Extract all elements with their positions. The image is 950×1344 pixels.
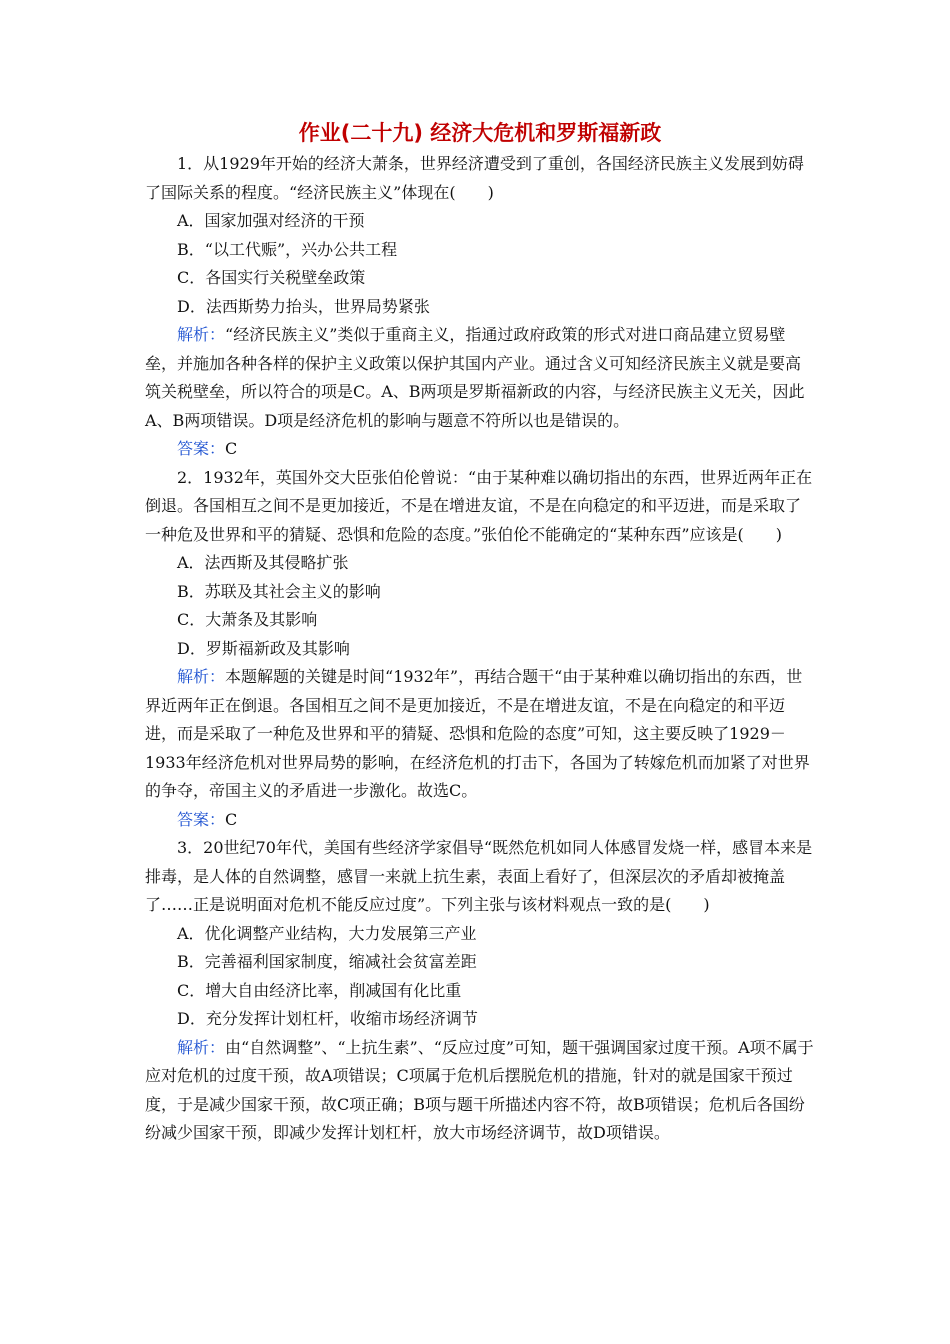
question-stem: 3．20世纪70年代，美国有些经济学家倡导“既然危机如同人体感冒发烧一样，感冒本来是排毒，是人体的自然调整，感冒一来就上抗生素，表面上看好了，但深层次的矛盾却被掩盖了……正是说明面对危机不能反应过度”。下列主张与该材料观点一致的是( ) [145, 838, 813, 914]
option-a: A．优化调整产业结构，大力发展第三产业 [177, 923, 477, 943]
analysis-label: 解析： [177, 667, 226, 686]
option-d: D．充分发挥计划杠杆，收缩市场经济调节 [177, 1009, 478, 1028]
analysis-text: 本题解题的关键是时间“1932年”，再结合题干“由于某种难以确切指出的东西，世界近两年正在倒退。各国相互之间不是更加接近，不是在增进友谊，不是在向稳定的和平迈进，而是采取了一种危及世界和平的猜疑、恐惧和危险的态度”可知，这主要反映了1929－1933年经济危机对世界局势的影响，在经济危机的打击下，各国为了转嫁危机而加紧了对世界的争夺，帝国主义的矛盾进一步激化。故选C。 [145, 667, 810, 800]
answer-label: 答案： [177, 439, 226, 458]
analysis-text: 由“自然调整”、“上抗生素”、“反应过度”可知，题干强调国家过度干预。A项不属于应对危机的过度干预，故A项错误；C项属于危机后摆脱危机的措施，针对的就是国家干预过度，于是减少国家干预，故C项正确；B项与题干所描述内容不符，故B项错误；危机后各国纷纷减少国家干预，即减少发挥计划杠杆，放大市场经济调节，故D项错误。 [145, 1037, 814, 1142]
option-a: A．国家加强对经济的干预 [177, 211, 365, 230]
question-stem: 2．1932年，英国外交大臣张伯伦曾说：“由于某种难以确切指出的东西，世界近两年正在倒退。各国相互之间不是更加接近，不是在增进友谊，不是在向稳定的和平迈进，而是采取了一种危及世界和平的猜疑、恐惧和危险的态度。”张伯伦不能确定的“某种东西”应该是( ) [145, 467, 813, 544]
answer-value: C [225, 809, 238, 829]
answer [145, 435, 815, 464]
document-page [145, 118, 815, 1148]
analysis-text: “经济民族主义”类似于重商主义，指通过政府政策的形式对进口商品建立贸易壁垒，并施加各种各样的保护主义政策以保护其国内产业。通过含义可知经济民族主义就是要高筑关税壁垒，所以符合的项是C。A、B两项是罗斯福新政的内容，与经济民族主义无关，因此A、B两项错误。D项是经济危机的影响与题意不符所以也是错误的。 [145, 325, 805, 430]
analysis [145, 321, 815, 435]
option-d: D．法西斯势力抬头，世界局势紧张 [177, 296, 430, 316]
option-c: C．增大自由经济比率，削减国有化比重 [177, 980, 462, 1000]
analysis [145, 663, 815, 806]
option-a: A．法西斯及其侵略扩张 [177, 553, 349, 572]
question-2 [145, 464, 815, 835]
analysis-label: 解析： [177, 1037, 226, 1057]
option-c: C．大萧条及其影响 [177, 610, 318, 629]
answer-label: 答案： [177, 809, 226, 829]
option-b: B．苏联及其社会主义的影响 [177, 581, 381, 601]
analysis-label: 解析： [177, 325, 226, 344]
option-b: B．完善福利国家制度，缩减社会贫富差距 [177, 952, 477, 971]
answer-value: C [225, 439, 238, 458]
answer [145, 806, 815, 835]
option-c: C．各国实行关税壁垒政策 [177, 268, 366, 287]
option-d: D．罗斯福新政及其影响 [177, 638, 350, 658]
document-title: 作业(二十九) 经济大危机和罗斯福新政 [298, 121, 662, 145]
option-b: B．“以工代赈”，兴办公共工程 [177, 239, 398, 259]
question-3 [145, 834, 815, 1148]
question-1 [145, 150, 815, 464]
question-stem: 1．从1929年开始的经济大萧条，世界经济遭受到了重创，各国经济民族主义发展到妨碍了国际关系的程度。“经济民族主义”体现在( ) [145, 154, 804, 202]
analysis [145, 1034, 815, 1148]
